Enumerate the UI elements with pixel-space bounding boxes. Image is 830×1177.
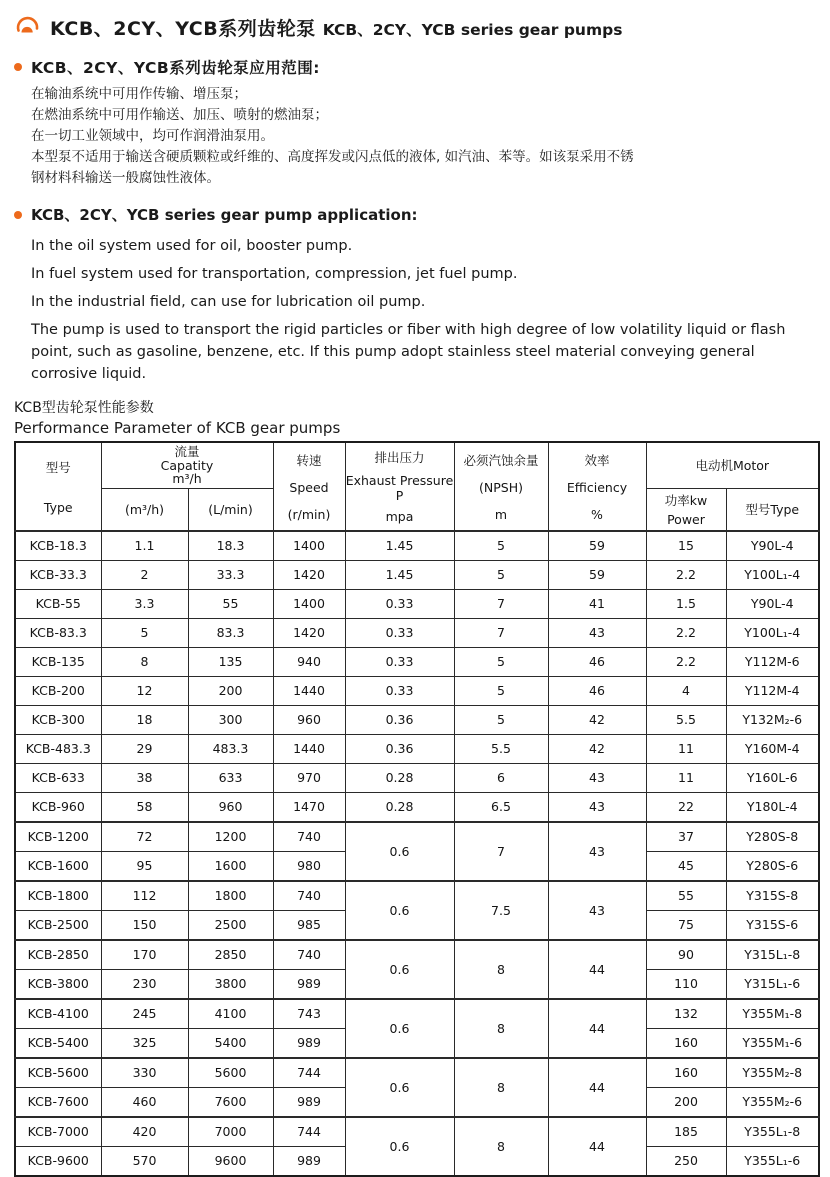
header-speed-en: Speed [289, 480, 329, 496]
cell-power: 2.2 [646, 618, 726, 647]
performance-table [14, 441, 820, 1177]
en-line: point, such as gasoline, benzene, etc. If this pump adopt stainless steel material conveying general [31, 344, 755, 360]
cell-motor: Y315S-6 [726, 910, 819, 940]
cell-speed: 940 [273, 647, 345, 676]
cell-npsh: 6 [454, 763, 548, 792]
col-header-type [15, 442, 101, 531]
cell-model: KCB-4100 [15, 999, 101, 1029]
cell-power: 22 [646, 792, 726, 822]
section-heading-zh [14, 56, 818, 78]
cell-npsh: 5 [454, 705, 548, 734]
col-header-motor-type: 型号Type [726, 488, 819, 531]
cell-speed: 1420 [273, 618, 345, 647]
cell-model: KCB-633 [15, 763, 101, 792]
cell-pressure: 0.33 [345, 676, 454, 705]
cell-speed: 970 [273, 763, 345, 792]
header-motor-label: 电动机Motor [695, 458, 770, 474]
header-capacity-en: Capatity [160, 457, 214, 473]
cell-speed: 989 [273, 1146, 345, 1176]
cell-efficiency: 43 [548, 618, 646, 647]
cell-speed: 1440 [273, 676, 345, 705]
col-header-motor [646, 442, 819, 488]
cell-lmin: 300 [188, 705, 273, 734]
cell-model: KCB-5600 [15, 1058, 101, 1088]
application-text-zh [31, 84, 818, 189]
table-row [15, 560, 819, 589]
cell-npsh: 5 [454, 676, 548, 705]
cell-model: KCB-1200 [15, 822, 101, 852]
brand-arc-icon [14, 14, 41, 41]
table-row [15, 647, 819, 676]
en-line: The pump is used to transport the rigid particles or fiber with high degree of low volatility liquid or flash [31, 322, 786, 338]
cell-pressure: 0.36 [345, 705, 454, 734]
cell-pressure: 0.33 [345, 647, 454, 676]
cell-m3h: 325 [101, 1028, 188, 1058]
col-header-capacity [101, 442, 273, 488]
cell-pressure-merged: 0.6 [345, 881, 454, 940]
cell-lmin: 18.3 [188, 531, 273, 561]
cell-lmin: 200 [188, 676, 273, 705]
cell-model: KCB-5400 [15, 1028, 101, 1058]
en-line: In fuel system used for transportation, compression, jet fuel pump. [31, 266, 518, 282]
cell-power: 185 [646, 1117, 726, 1147]
table-row [15, 705, 819, 734]
table-row [15, 589, 819, 618]
cell-pressure-merged: 0.6 [345, 999, 454, 1058]
cell-speed: 740 [273, 940, 345, 970]
zh-line: 在燃油系统中可用作输送、加压、喷射的燃油泵； [31, 107, 328, 123]
cell-model: KCB-9600 [15, 1146, 101, 1176]
cell-model: KCB-55 [15, 589, 101, 618]
cell-efficiency-merged: 43 [548, 881, 646, 940]
cell-motor: Y100L₁-4 [726, 560, 819, 589]
cell-lmin: 55 [188, 589, 273, 618]
table-row [15, 734, 819, 763]
cell-pressure-merged: 0.6 [345, 822, 454, 881]
cell-m3h: 112 [101, 881, 188, 911]
cell-npsh: 5 [454, 531, 548, 561]
section-heading-zh-text: KCB、2CY、YCB系列齿轮泵应用范围: [31, 59, 320, 77]
cell-npsh: 6.5 [454, 792, 548, 822]
cell-lmin: 2850 [188, 940, 273, 970]
cell-power: 90 [646, 940, 726, 970]
cell-speed: 989 [273, 1028, 345, 1058]
cell-motor: Y315S-8 [726, 881, 819, 911]
col-header-speed [273, 442, 345, 531]
cell-lmin: 1800 [188, 881, 273, 911]
table-row [15, 792, 819, 822]
cell-speed: 989 [273, 969, 345, 999]
cell-pressure: 0.33 [345, 589, 454, 618]
cell-pressure-merged: 0.6 [345, 1058, 454, 1117]
cell-lmin: 5400 [188, 1028, 273, 1058]
cell-power: 5.5 [646, 705, 726, 734]
cell-motor: Y90L-4 [726, 589, 819, 618]
cell-motor: Y132M₂-6 [726, 705, 819, 734]
bullet-icon [14, 63, 22, 71]
table-row [15, 822, 819, 852]
cell-pressure: 0.28 [345, 763, 454, 792]
table-row [15, 676, 819, 705]
cell-speed: 980 [273, 851, 345, 881]
cell-lmin: 135 [188, 647, 273, 676]
table-caption-zh: KCB型齿轮泵性能参数 [14, 400, 154, 416]
cell-efficiency: 59 [548, 531, 646, 561]
cell-speed: 744 [273, 1117, 345, 1147]
header-type-en: Type [43, 500, 73, 515]
cell-lmin: 1600 [188, 851, 273, 881]
col-header-pressure [345, 442, 454, 531]
cell-m3h: 1.1 [101, 531, 188, 561]
cell-m3h: 18 [101, 705, 188, 734]
cell-motor: Y100L₁-4 [726, 618, 819, 647]
cell-speed: 989 [273, 1087, 345, 1117]
cell-pressure: 0.33 [345, 618, 454, 647]
header-efficiency-en: Efficiency [566, 480, 628, 496]
en-line: corrosive liquid. [31, 366, 147, 382]
cell-lmin: 3800 [188, 969, 273, 999]
cell-pressure: 1.45 [345, 560, 454, 589]
cell-m3h: 12 [101, 676, 188, 705]
cell-power: 2.2 [646, 560, 726, 589]
table-row [15, 618, 819, 647]
cell-lmin: 2500 [188, 910, 273, 940]
header-power-en: Power [667, 512, 705, 528]
cell-motor: Y355M₁-8 [726, 999, 819, 1029]
cell-lmin: 4100 [188, 999, 273, 1029]
cell-power: 11 [646, 763, 726, 792]
cell-efficiency-merged: 44 [548, 1058, 646, 1117]
cell-motor: Y355L₁-8 [726, 1117, 819, 1147]
cell-motor: Y160L-6 [726, 763, 819, 792]
cell-power: 200 [646, 1087, 726, 1117]
cell-power: 37 [646, 822, 726, 852]
cell-m3h: 330 [101, 1058, 188, 1088]
page-title [14, 14, 818, 41]
header-efficiency-unit: % [591, 506, 603, 522]
cell-pressure: 1.45 [345, 531, 454, 561]
cell-speed: 740 [273, 881, 345, 911]
header-capacity-unit: m³/h [172, 471, 202, 486]
header-capacity-zh: 流量 [174, 444, 200, 459]
cell-lmin: 83.3 [188, 618, 273, 647]
table-row [15, 1058, 819, 1088]
cell-npsh-merged: 8 [454, 999, 548, 1058]
cell-m3h: 58 [101, 792, 188, 822]
table-caption-en: Performance Parameter of KCB gear pumps [14, 419, 341, 437]
cell-model: KCB-300 [15, 705, 101, 734]
en-line: In the oil system used for oil, booster pump. [31, 238, 353, 254]
cell-motor: Y355M₁-6 [726, 1028, 819, 1058]
cell-motor: Y160M-4 [726, 734, 819, 763]
zh-line: 本型泵不适用于输送含硬质颗粒或纤维的、高度挥发或闪点低的液体, 如汽油、苯等。如该泵采用不锈 [31, 149, 634, 165]
cell-lmin: 7000 [188, 1117, 273, 1147]
cell-m3h: 570 [101, 1146, 188, 1176]
section-heading-en [14, 204, 818, 225]
cell-lmin: 33.3 [188, 560, 273, 589]
cell-model: KCB-83.3 [15, 618, 101, 647]
table-row [15, 881, 819, 911]
table-row [15, 1117, 819, 1147]
header-pressure-zh: 排出压力 [374, 450, 425, 466]
cell-speed: 1440 [273, 734, 345, 763]
cell-npsh: 5 [454, 560, 548, 589]
cell-lmin: 5600 [188, 1058, 273, 1088]
section-heading-en-text: KCB、2CY、YCB series gear pump application: [31, 206, 418, 224]
cell-m3h: 245 [101, 999, 188, 1029]
cell-motor: Y280S-8 [726, 822, 819, 852]
cell-motor: Y315L₁-8 [726, 940, 819, 970]
cell-model: KCB-18.3 [15, 531, 101, 561]
cell-m3h: 5 [101, 618, 188, 647]
cell-efficiency: 46 [548, 676, 646, 705]
cell-motor: Y355M₂-6 [726, 1087, 819, 1117]
cell-power: 160 [646, 1028, 726, 1058]
cell-model: KCB-33.3 [15, 560, 101, 589]
cell-m3h: 38 [101, 763, 188, 792]
cell-lmin: 7600 [188, 1087, 273, 1117]
cell-efficiency: 43 [548, 792, 646, 822]
cell-pressure-merged: 0.6 [345, 1117, 454, 1176]
cell-speed: 1400 [273, 589, 345, 618]
cell-model: KCB-1800 [15, 881, 101, 911]
zh-line: 在一切工业领域中，均可作润滑油泵用。 [31, 128, 274, 144]
cell-model: KCB-3800 [15, 969, 101, 999]
table-row [15, 763, 819, 792]
cell-lmin: 960 [188, 792, 273, 822]
cell-m3h: 72 [101, 822, 188, 852]
cell-m3h: 150 [101, 910, 188, 940]
cell-efficiency-merged: 44 [548, 940, 646, 999]
cell-model: KCB-135 [15, 647, 101, 676]
cell-efficiency-merged: 44 [548, 1117, 646, 1176]
title-chinese: KCB、2CY、YCB系列齿轮泵 [50, 18, 316, 40]
cell-efficiency: 59 [548, 560, 646, 589]
cell-power: 2.2 [646, 647, 726, 676]
cell-m3h: 420 [101, 1117, 188, 1147]
cell-power: 15 [646, 531, 726, 561]
cell-speed: 743 [273, 999, 345, 1029]
cell-efficiency: 42 [548, 705, 646, 734]
cell-m3h: 2 [101, 560, 188, 589]
col-header-m3h: (m³/h) [101, 488, 188, 531]
header-speed-zh: 转速 [296, 452, 322, 468]
cell-m3h: 8 [101, 647, 188, 676]
title-english: KCB、2CY、YCB series gear pumps [322, 21, 623, 39]
cell-efficiency: 41 [548, 589, 646, 618]
cell-motor: Y355M₂-8 [726, 1058, 819, 1088]
cell-lmin: 1200 [188, 822, 273, 852]
cell-motor: Y280S-6 [726, 851, 819, 881]
cell-m3h: 3.3 [101, 589, 188, 618]
cell-power: 1.5 [646, 589, 726, 618]
cell-m3h: 170 [101, 940, 188, 970]
cell-power: 132 [646, 999, 726, 1029]
cell-npsh-merged: 7 [454, 822, 548, 881]
cell-npsh: 5.5 [454, 734, 548, 763]
cell-speed: 1470 [273, 792, 345, 822]
cell-npsh-merged: 7.5 [454, 881, 548, 940]
cell-efficiency: 46 [548, 647, 646, 676]
header-speed-unit: (r/min) [287, 506, 331, 522]
cell-speed: 960 [273, 705, 345, 734]
cell-m3h: 95 [101, 851, 188, 881]
header-npsh-zh: 必须汽蚀余量 [463, 452, 539, 468]
cell-npsh-merged: 8 [454, 940, 548, 999]
cell-power: 75 [646, 910, 726, 940]
cell-motor: Y355L₁-6 [726, 1146, 819, 1176]
cell-speed: 744 [273, 1058, 345, 1088]
en-paragraph [31, 319, 818, 385]
cell-model: KCB-7000 [15, 1117, 101, 1147]
header-power-zh: 功率kw [664, 492, 708, 508]
cell-pressure-merged: 0.6 [345, 940, 454, 999]
cell-npsh-merged: 8 [454, 1058, 548, 1117]
cell-model: KCB-200 [15, 676, 101, 705]
bullet-icon [14, 211, 22, 219]
en-line: In the industrial field, can use for lubrication oil pump. [31, 294, 426, 310]
cell-motor: Y90L-4 [726, 531, 819, 561]
cell-pressure: 0.36 [345, 734, 454, 763]
cell-power: 4 [646, 676, 726, 705]
cell-power: 45 [646, 851, 726, 881]
cell-power: 250 [646, 1146, 726, 1176]
col-header-power [646, 488, 726, 531]
table-row [15, 940, 819, 970]
cell-speed: 985 [273, 910, 345, 940]
cell-m3h: 460 [101, 1087, 188, 1117]
cell-model: KCB-7600 [15, 1087, 101, 1117]
cell-npsh-merged: 8 [454, 1117, 548, 1176]
cell-m3h: 230 [101, 969, 188, 999]
col-header-efficiency [548, 442, 646, 531]
cell-motor: Y180L-4 [726, 792, 819, 822]
table-row [15, 999, 819, 1029]
header-npsh-unit: m [494, 506, 508, 522]
header-row-1 [15, 442, 819, 488]
header-pressure-unit: mpa [385, 509, 414, 525]
zh-line: 在输油系统中可用作传输、增压泵； [31, 86, 247, 102]
cell-motor: Y112M-4 [726, 676, 819, 705]
cell-lmin: 483.3 [188, 734, 273, 763]
cell-model: KCB-960 [15, 792, 101, 822]
header-npsh-en: (NPSH) [479, 480, 523, 496]
cell-lmin: 633 [188, 763, 273, 792]
cell-npsh: 7 [454, 589, 548, 618]
cell-lmin: 9600 [188, 1146, 273, 1176]
cell-power: 160 [646, 1058, 726, 1088]
cell-speed: 1420 [273, 560, 345, 589]
cell-model: KCB-1600 [15, 851, 101, 881]
cell-npsh: 7 [454, 618, 548, 647]
cell-efficiency: 42 [548, 734, 646, 763]
header-type-zh: 型号 [45, 459, 71, 475]
col-header-lmin: (L/min) [188, 488, 273, 531]
cell-efficiency-merged: 43 [548, 822, 646, 881]
cell-motor: Y112M-6 [726, 647, 819, 676]
header-efficiency-zh: 效率 [584, 452, 610, 468]
cell-power: 55 [646, 881, 726, 911]
cell-model: KCB-2500 [15, 910, 101, 940]
cell-efficiency: 43 [548, 763, 646, 792]
cell-npsh: 5 [454, 647, 548, 676]
cell-speed: 1400 [273, 531, 345, 561]
cell-efficiency-merged: 44 [548, 999, 646, 1058]
cell-pressure: 0.28 [345, 792, 454, 822]
cell-power: 11 [646, 734, 726, 763]
table-row [15, 531, 819, 561]
cell-power: 110 [646, 969, 726, 999]
cell-speed: 740 [273, 822, 345, 852]
application-text-en [31, 232, 818, 385]
cell-model: KCB-2850 [15, 940, 101, 970]
cell-m3h: 29 [101, 734, 188, 763]
cell-model: KCB-483.3 [15, 734, 101, 763]
cell-motor: Y315L₁-6 [726, 969, 819, 999]
zh-line: 钢材料科输送一般腐蚀性液体。 [31, 170, 220, 186]
col-header-npsh [454, 442, 548, 531]
header-pressure-en: Exhaust Pressure P [345, 472, 454, 503]
